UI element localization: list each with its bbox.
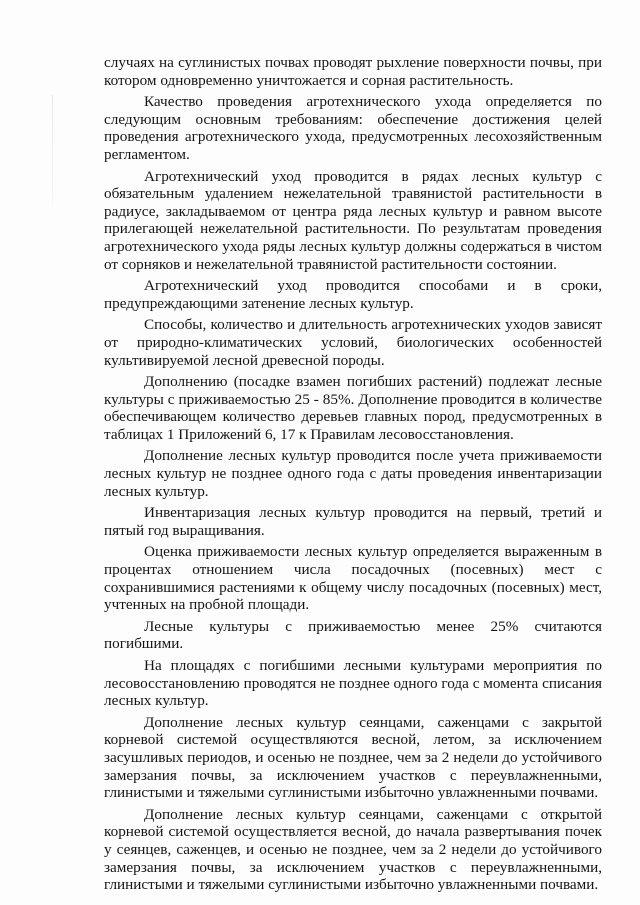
paragraph-closed-root-supplement: Дополнение лесных культур сеянцами, саженцами с закрытой корневой системой осуществляются весной, летом, за исключением засушливых периодов, и осенью не позднее, чем за 2 недели до устойчивого замерзания почвы, за исключением участков с переувлажненными, глинистыми и тяжелыми суглинистыми избыточно увлажненными почвами. [104, 713, 602, 802]
paragraph-inventory: Инвентаризация лесных культур проводится на первый, третий и пятый год выращивания. [104, 504, 602, 539]
paragraph-quality-requirements: Качество проведения агротехнического ухода определяется по следующим основным требованиям: обеспечение достижения целей проведения агротехнического ухода, предусмотренных лесохозяйственным регламентом. [104, 93, 602, 163]
paragraph-supplement-planting: Дополнению (посадке взамен погибших растений) подлежат лесные культуры с приживаемостью 25 - 85%. Дополнение проводится в количестве обеспечивающем количество деревьев главных пород, предусмотренных в таблицах 1 Приложений 6, 17 к Правилам лесовосстановления. [104, 373, 602, 443]
paragraph-row-care: Агротехнический уход проводится в рядах лесных культур с обязательным удалением нежелательной травянистой растительности в радиусе, закладываемом от центра ряда лесных культур и равном высоте прилегающей нежелательной растительности. По результатам проведения агротехнического ухода ряды лесных культур должны содержаться в чистом от сорняков и нежелательной травянистой растительности состоянии. [104, 167, 602, 273]
paragraph-dead-cultures: Лесные культуры с приживаемостью менее 25% считаются погибшими. [104, 617, 602, 653]
paragraph-care-methods-timing: Агротехнический уход проводится способами и в сроки, предупреждающими затенение лесных культур. [104, 277, 602, 312]
paragraph-continuation: случаях на суглинистых почвах проводят рыхление поверхности почвы, при котором одновременно уничтожается и сорная растительность. [104, 54, 602, 89]
paragraph-survival-assessment: Оценка приживаемости лесных культур определяется выраженным в процентах отношением числа посадочных (посевных) мест с сохранившимися растениями к общему числу посадочных (посевных) мест, учтенных на пробной площади. [104, 543, 602, 614]
document-body [104, 54, 602, 898]
paragraph-supplement-timing: Дополнение лесных культур проводится после учета приживаемости лесных культур не позднее одного года с даты проведения инвентаризации лесных культур. [104, 447, 602, 500]
paragraph-reforestation-deadline: На площадях с погибшими лесными культурами мероприятия по лесовосстановлению проводятся не позднее одного года с момента списания лесных культур. [104, 657, 602, 710]
paragraph-care-factors: Способы, количество и длительность агротехнических уходов зависят от природно-климатических условий, биологических особенностей культивируемой лесной древесной породы. [104, 316, 602, 369]
paragraph-open-root-supplement: Дополнение лесных культур сеянцами, саженцами с открытой корневой системой осуществляется весной, до начала развертывания почек у сеянцев, саженцев, и осенью не позднее, чем за 2 недели до устойчивого замерзания почвы, за исключением участков с переувлажненными, глинистыми и тяжелыми суглинистыми избыточно увлажненными почвами. [104, 805, 602, 894]
